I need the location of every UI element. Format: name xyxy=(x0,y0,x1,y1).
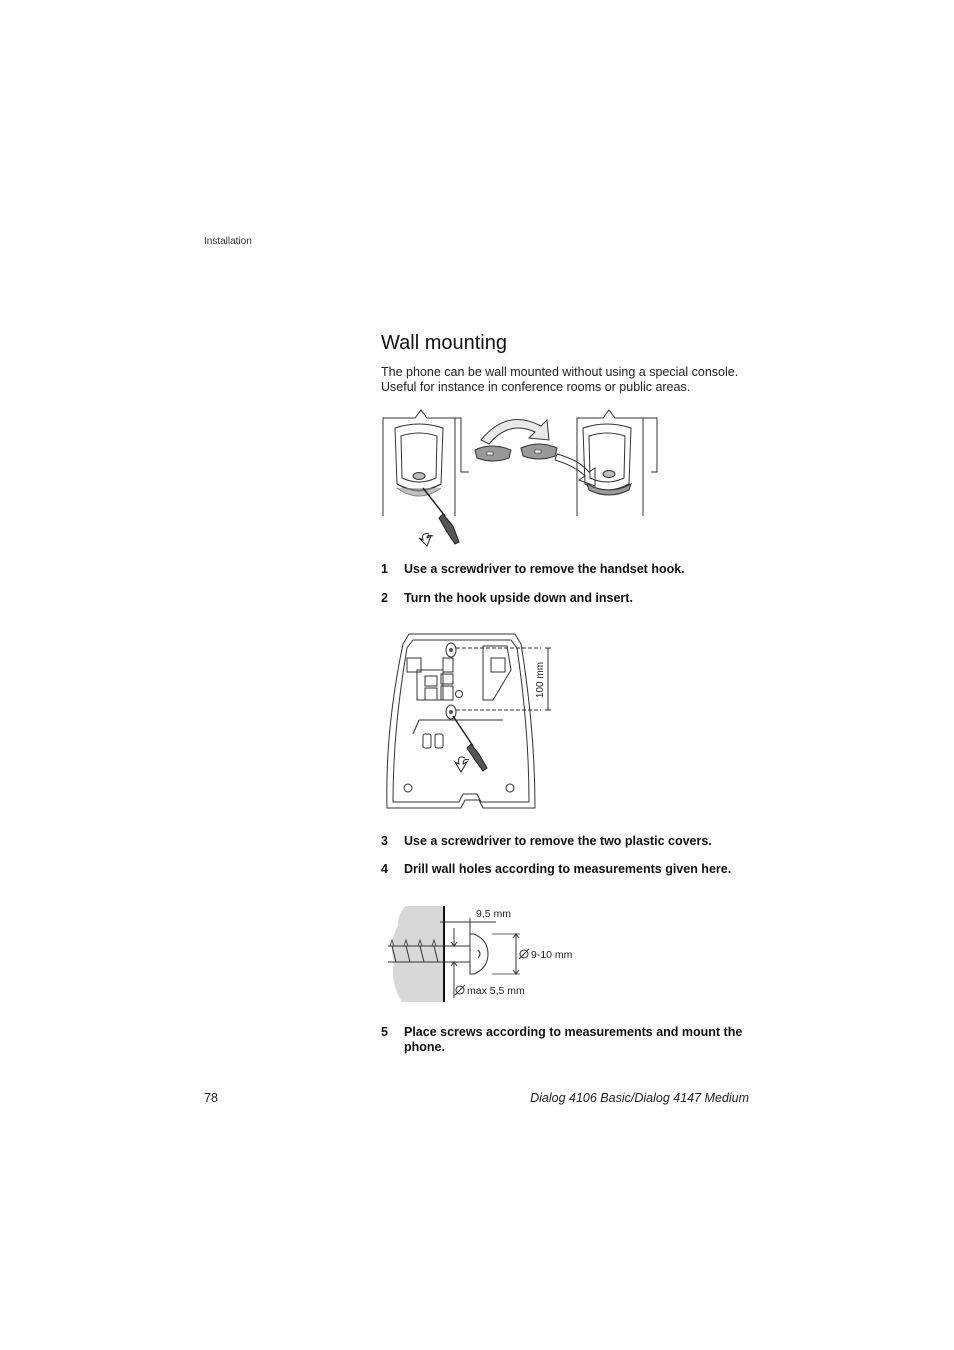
shaft-diameter-label: max 5,5 mm xyxy=(467,985,525,997)
figure-handset-hook xyxy=(381,408,671,550)
intro-paragraph: The phone can be wall mounted without using a special console. Useful for instance in conference rooms or public areas. xyxy=(381,365,739,394)
step-3 xyxy=(381,834,761,849)
figure-phone-underside xyxy=(383,630,563,820)
step-text: Turn the hook upside down and insert. xyxy=(404,591,633,605)
product-name: Dialog 4106 Basic/Dialog 4147 Medium xyxy=(530,1091,749,1105)
page-title: Wall mounting xyxy=(381,332,507,354)
section-label: Installation xyxy=(204,236,252,247)
step-5 xyxy=(381,1025,761,1055)
step-text: Use a screwdriver to remove the two plastic covers. xyxy=(404,834,712,848)
head-diameter-label: 9-10 mm xyxy=(531,949,573,961)
step-number: 4 xyxy=(381,862,388,876)
step-2 xyxy=(381,591,761,606)
step-4 xyxy=(381,862,761,877)
page-number: 78 xyxy=(204,1091,218,1105)
step-text: Use a screwdriver to remove the handset hook. xyxy=(404,562,685,576)
figure-screw-dimensions xyxy=(386,902,586,1008)
step-1 xyxy=(381,562,761,577)
step-text: Place screws according to measurements and mount the phone. xyxy=(404,1025,743,1054)
step-text: Drill wall holes according to measurements given here. xyxy=(404,862,732,876)
step-number: 1 xyxy=(381,562,388,576)
step-number: 3 xyxy=(381,834,388,848)
step-number: 2 xyxy=(381,591,388,605)
step-number: 5 xyxy=(381,1025,388,1039)
dimension-label-100mm: 100 mm xyxy=(535,661,546,699)
head-width-label: 9,5 mm xyxy=(476,908,512,920)
